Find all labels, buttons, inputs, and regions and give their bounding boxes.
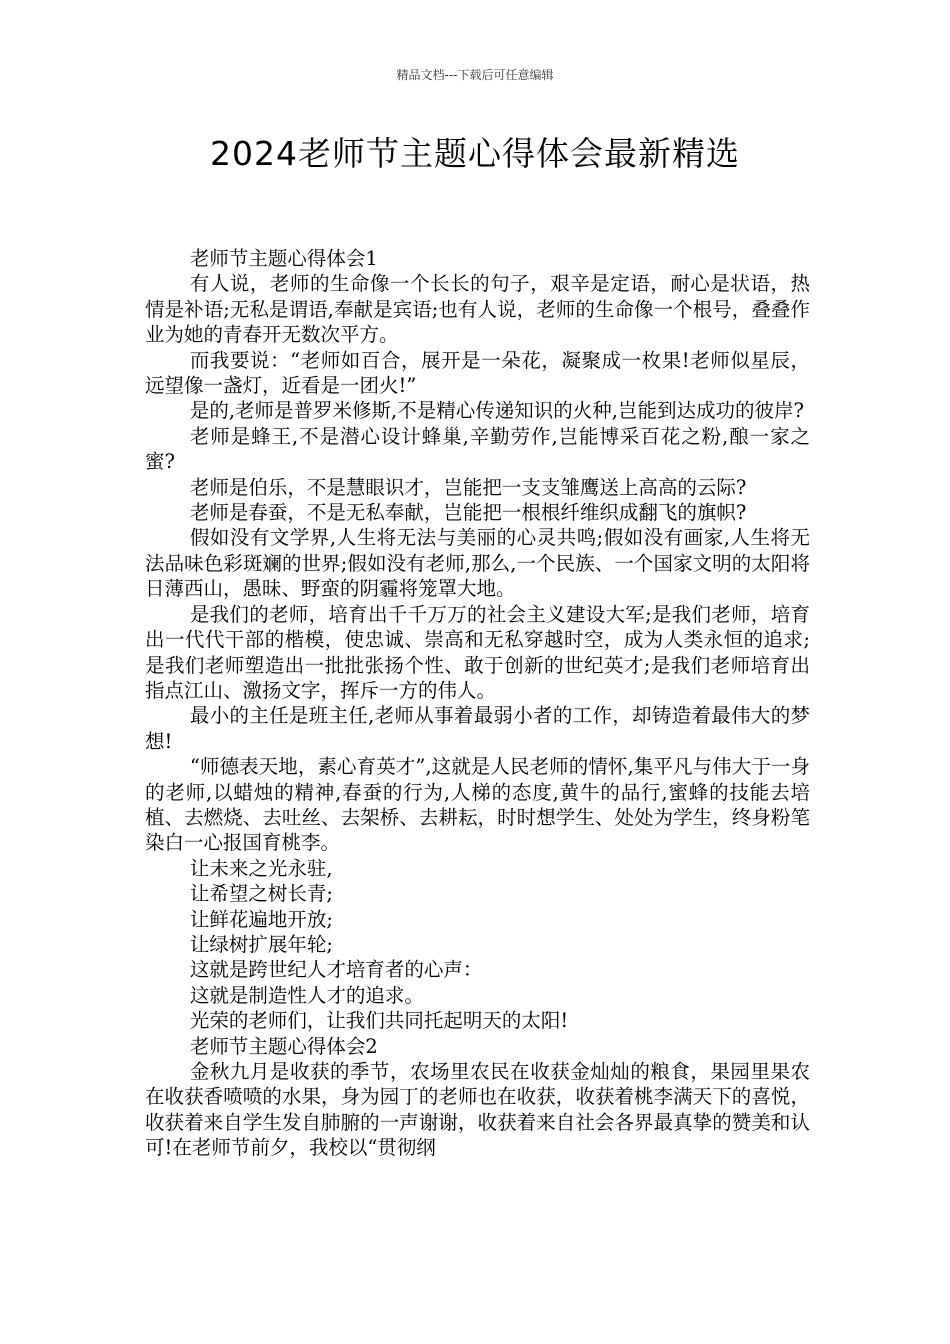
verse-line: 这就是跨世纪人才培育者的心声： [189,958,483,982]
verse-line: 让绿树扩展年轮; [189,932,333,956]
section-heading-2: 老师节主题心得体会2 [189,1034,378,1058]
paragraph: 是的,老师是普罗米修斯,不是精心传递知识的火种,岂能到达成功的彼岸? [189,399,804,423]
verse-line: 这就是制造性人才的追求。 [189,983,424,1007]
paragraph: 是我们的老师，培育出千千万万的社会主义建设大军;是我们老师，培育出一代代干部的楷模，使忠诚、崇高和无私穿越时空，成为人类永恒的追求;是我们老师塑造出一批批张扬个性、敢于创新的世纪英才;是我们老师培育出指点江山、激扬文字，挥斥一方的伟人。 [145,602,810,702]
paragraph: 金秋九月是收获的季节，农场里农民在收获金灿灿的粮食，果园里果农在收获香喷喷的水果，身为园丁的老师也在收获，收获着桃李满天下的喜悦，收获着来自学生发自肺腑的一声谢谢，收获着来自社会各界最真挚的赞美和认可!在老师节前夕，我校以“贯彻纲 [145,1060,810,1160]
document-body [145,246,810,1161]
header-note: 精品文档---下载后可任意编辑 [396,68,554,82]
paragraph: 而我要说：“老师如百合，展开是一朵花，凝聚成一枚果!老师似星辰，远望像一盏灯，近看是一团火!” [145,348,810,398]
paragraph: 假如没有文学界,人生将无法与美丽的心灵共鸣;假如没有画家,人生将无法品味色彩斑斓的世界;假如没有老师,那么,一个民族、一个国家文明的太阳将日薄西山，愚昧、野蛮的阴霾将笼罩大地。 [145,526,810,601]
section-heading-1: 老师节主题心得体会1 [189,247,378,270]
paragraph: 最小的主任是班主任,老师从事着最弱小者的工作，却铸造着最伟大的梦想! [145,704,810,753]
verse-line: 让鲜花遍地开放; [189,907,333,931]
verse-line: 光荣的老师们，让我们共同托起明天的太阳! [189,1009,569,1033]
verse-line: 让未来之光永驻, [189,856,333,880]
paragraph: 老师是春蚕，不是无私奉献，岂能把一根根纤维织成翻飞的旗帜? [189,501,747,525]
paragraph: “师德表天地，素心育英才”,这就是人民老师的情怀,集平凡与伟大于一身的老师,以蜡烛的精神,春蚕的行为,人梯的态度,黄牛的品行,蜜蜂的技能去培植、去燃烧、去吐丝、去架桥、去耕耘，时时想学生、处处为学生，终身粉笔染白一心报国育桃李。 [145,755,810,855]
document-title: 2024老师节主题心得体会最新精选 [210,134,740,173]
paragraph: 老师是伯乐，不是慧眼识才，岂能把一支支雏鹰送上高高的云际? [189,475,747,499]
paragraph: 有人说，老师的生命像一个长长的句子，艰辛是定语，耐心是状语，热情是补语;无私是谓语,奉献是宾语;也有人说，老师的生命像一个根号，叠叠作业为她的青春开无数次平方。 [145,272,810,347]
paragraph: 老师是蜂王,不是潜心设计蜂巢,辛勤劳作,岂能博采百花之粉,酿一家之蜜? [145,424,810,474]
verse-line: 让希望之树长青; [189,882,333,906]
